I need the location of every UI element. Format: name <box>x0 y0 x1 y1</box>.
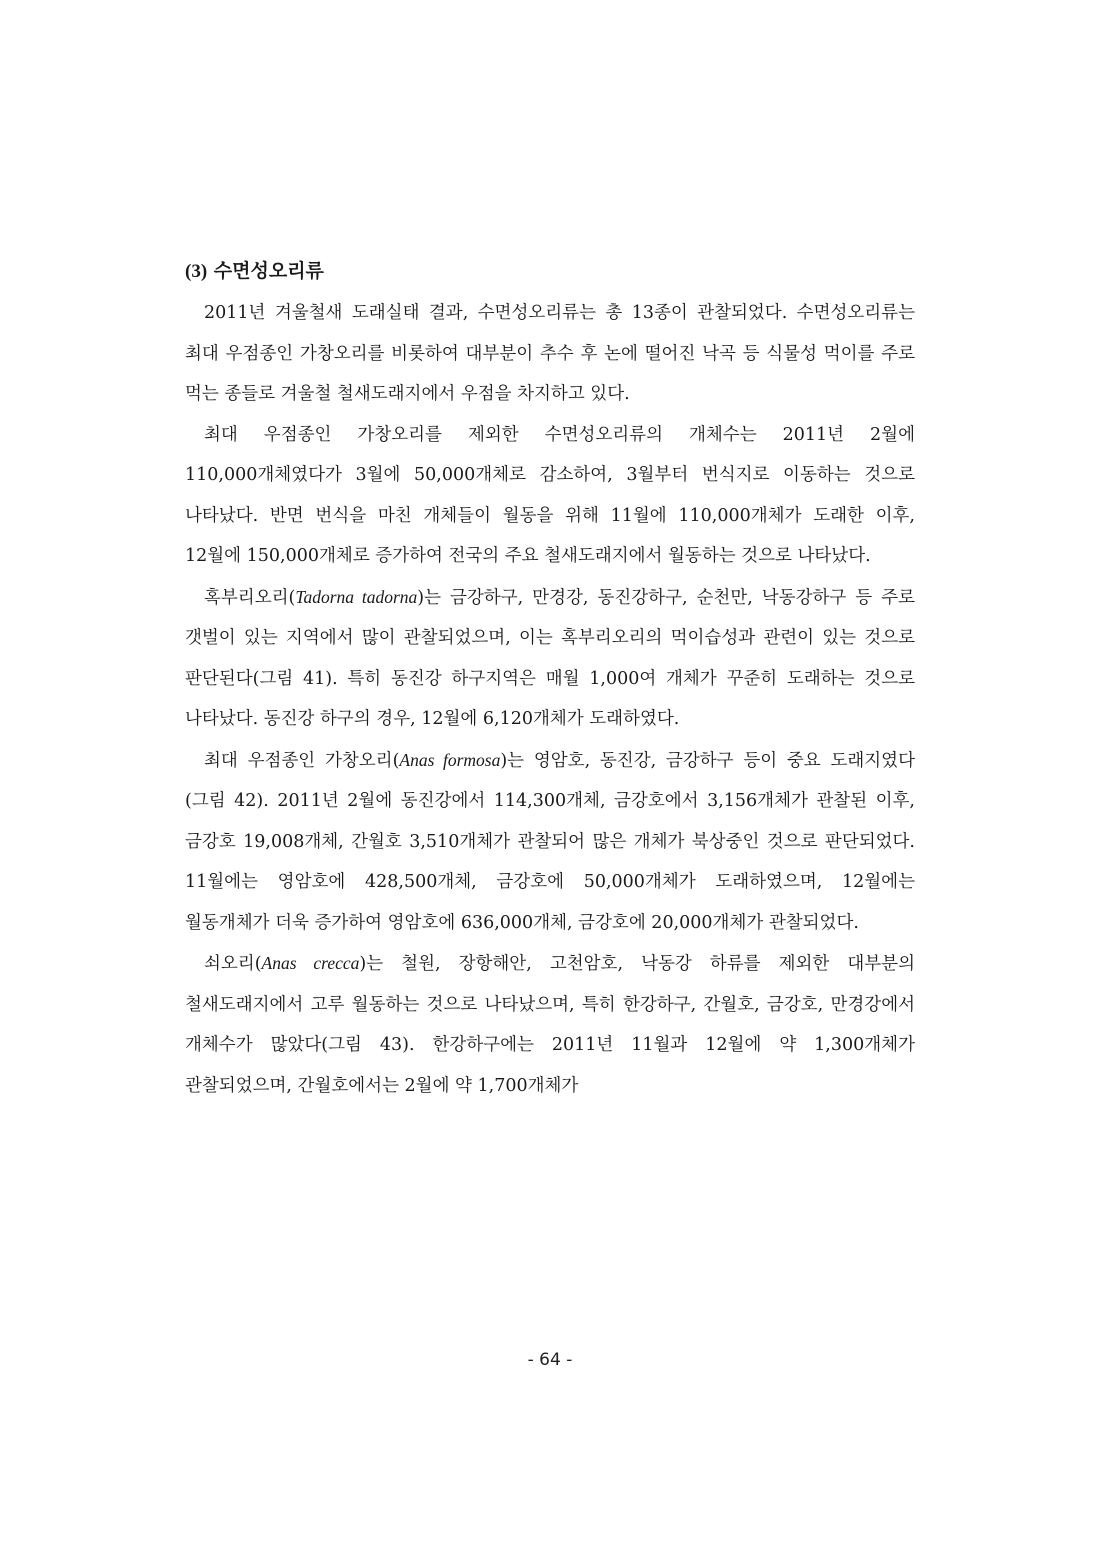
species-name: Anas crecca <box>261 953 360 973</box>
species-name: Anas formosa <box>399 749 501 770</box>
paragraph-text: 혹부리오리( <box>204 587 296 608</box>
body-paragraph <box>185 943 915 1106</box>
paragraph-text: )는 영암호, 동진강, 금강하구 등이 중요 도래지였다(그림 42). 2011년 2월에 동진강에서 114,300개체, 금강호에서 3,156개체가 관찰된 이후, 금강호 19,008개체, 간월호 3,510개체가 관찰되어 많은 개체가 북상중인 것으로 판단되었다. 11월에는 영암호에 428,500개체, 금강호에 50,000개체가 도래하였으며, 12월에는 월동개체가 더욱 증가하여 영암호에 636,000개체, 금강호에 20,000개체가 관찰되었다. <box>185 750 915 933</box>
body-paragraph <box>185 415 915 577</box>
section-number: (3) <box>185 261 208 282</box>
section-title: 수면성오리류 <box>213 260 324 282</box>
body-text <box>185 293 915 1106</box>
body-paragraph <box>185 577 915 740</box>
page-number: - 64 - <box>527 1350 573 1370</box>
page-content <box>185 254 915 1106</box>
paragraph-text: 2011년 겨울철새 도래실태 결과, 수면성오리류는 총 13종이 관찰되었다. 수면성오리류는 최대 우점종인 가창오리를 비롯하여 대부분이 추수 후 논에 떨어진 낙곡 등 식물성 먹이를 주로 먹는 종들로 겨울철 철새도래지에서 우점을 차지하고 있다. <box>185 303 915 404</box>
paragraph-text: 최대 우점종인 가창오리( <box>204 750 400 771</box>
paragraph-text: 최대 우점종인 가창오리를 제외한 수면성오리류의 개체수는 2011년 2월에 110,000개체였다가 3월에 50,000개체로 감소하여, 3월부터 번식지로 이동하는 것으로 나타났다. 반면 번식을 마친 개체들이 월동을 위해 11월에 110,000개체가 도래한 이후, 12월에 150,000개체로 증가하여 전국의 주요 철새도래지에서 월동하는 것으로 나타났다. <box>185 424 915 566</box>
body-paragraph <box>185 293 915 415</box>
paragraph-text: 쇠오리( <box>204 954 262 974</box>
paragraph-text: )는 금강하구, 만경강, 동진강하구, 순천만, 낙동강하구 등 주로 갯벌이 있는 지역에서 많이 관찰되었으며, 이는 혹부리오리의 먹이습성과 관련이 있는 것으로 판단된다(그림 41). 특히 동진강 하구지역은 매월 1,000여 개체가 꾸준히 도래하는 것으로 나타났다. 동진강 하구의 경우, 12월에 6,120개체가 도래하였다. <box>185 587 915 729</box>
paragraph-text: )는 철원, 장항해안, 고천암호, 낙동강 하류를 제외한 대부분의 철새도래지에서 고루 월동하는 것으로 나타났으며, 특히 한강하구, 간월호, 금강호, 만경강에서 개체수가 많았다(그림 43). 한강하구에는 2011년 11월과 12월에 약 1,300개체가 관찰되었으며, 간월호에서는 2월에 약 1,700개체가 <box>185 954 915 1096</box>
body-paragraph <box>185 740 915 944</box>
species-name: Tadorna tadorna <box>295 586 418 607</box>
section-heading <box>185 254 915 289</box>
